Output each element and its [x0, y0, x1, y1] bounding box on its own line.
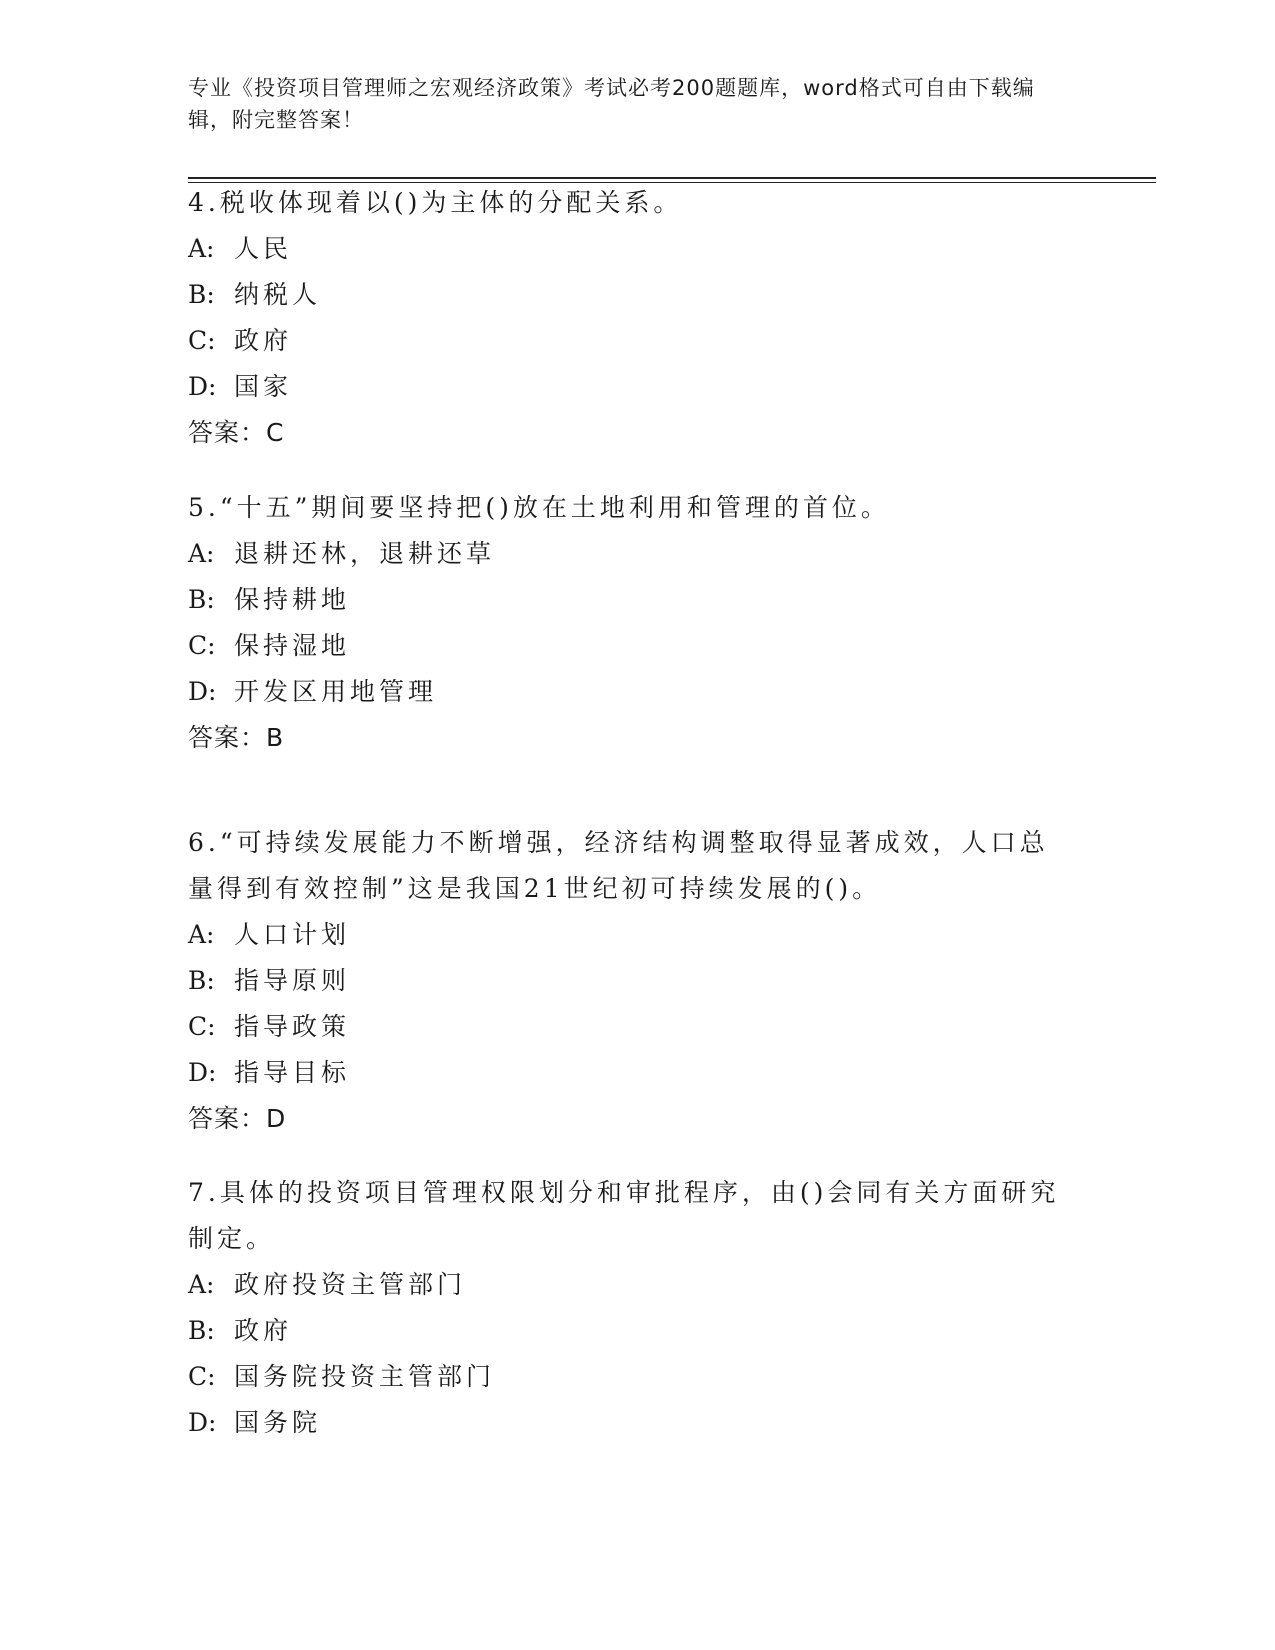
option-a — [188, 531, 1068, 577]
option-d — [188, 364, 1068, 410]
option-text: 保持耕地 — [234, 585, 351, 614]
option-c — [188, 623, 1068, 669]
option-letter: D: — [188, 1408, 217, 1437]
question-stem: 5.“十五”期间要坚持把()放在土地利用和管理的首位。 — [188, 493, 890, 522]
option-a — [188, 912, 1068, 958]
option-text: 保持湿地 — [234, 631, 351, 660]
option-d — [188, 1050, 1068, 1096]
option-text: 国务院 — [234, 1408, 322, 1437]
answer: 答案：D — [188, 1104, 287, 1133]
option-letter: A: — [188, 539, 215, 568]
document-header: 专业《投资项目管理师之宏观经济政策》考试必考200题题库，word格式可自由下载编辑，附完整答案！ — [188, 76, 1035, 132]
option-c — [188, 1354, 1068, 1400]
option-b — [188, 958, 1068, 1004]
option-text: 政府投资主管部门 — [234, 1270, 467, 1299]
option-letter: C: — [188, 1362, 216, 1391]
option-letter: D: — [188, 677, 217, 706]
answer: 答案：C — [188, 418, 285, 447]
option-letter: B: — [188, 966, 215, 995]
option-letter: C: — [188, 326, 216, 355]
option-letter: A: — [188, 234, 215, 263]
option-text: 政府 — [234, 326, 293, 355]
option-text: 指导原则 — [234, 966, 351, 995]
option-letter: C: — [188, 631, 216, 660]
option-c — [188, 318, 1068, 364]
option-text: 指导目标 — [234, 1058, 351, 1087]
option-letter: D: — [188, 372, 217, 401]
option-letter: A: — [188, 920, 215, 949]
option-letter: B: — [188, 280, 215, 309]
question-stem: 6.“可持续发展能力不断增强，经济结构调整取得显著成效，人口总量得到有效控制”这是我国21世纪初可持续发展的()。 — [188, 828, 1049, 903]
option-text: 开发区用地管理 — [234, 677, 438, 706]
question-6 — [188, 820, 1068, 1142]
option-text: 退耕还林，退耕还草 — [234, 539, 496, 568]
header-rule-thick — [188, 177, 1156, 179]
option-text: 政府 — [234, 1316, 293, 1345]
option-text: 国务院投资主管部门 — [234, 1362, 496, 1391]
option-a — [188, 1262, 1068, 1308]
option-letter: A: — [188, 1270, 215, 1299]
option-letter: B: — [188, 1316, 215, 1345]
option-letter: C: — [188, 1012, 216, 1041]
option-text: 人民 — [234, 234, 293, 263]
question-5 — [188, 485, 1068, 761]
option-text: 人口计划 — [234, 920, 351, 949]
option-a — [188, 226, 1068, 272]
option-text: 指导政策 — [234, 1012, 351, 1041]
answer: 答案：B — [188, 723, 285, 752]
option-d — [188, 1400, 1068, 1446]
question-7 — [188, 1170, 1068, 1446]
option-c — [188, 1004, 1068, 1050]
option-d — [188, 669, 1068, 715]
option-b — [188, 272, 1068, 318]
option-b — [188, 1308, 1068, 1354]
question-stem: 4.税收体现着以()为主体的分配关系。 — [188, 188, 683, 217]
option-b — [188, 577, 1068, 623]
option-letter: D: — [188, 1058, 217, 1087]
question-4 — [188, 180, 1068, 456]
question-stem: 7.具体的投资项目管理权限划分和审批程序，由()会同有关方面研究制定。 — [188, 1178, 1060, 1253]
option-letter: B: — [188, 585, 215, 614]
option-text: 国家 — [234, 372, 293, 401]
option-text: 纳税人 — [234, 280, 322, 309]
